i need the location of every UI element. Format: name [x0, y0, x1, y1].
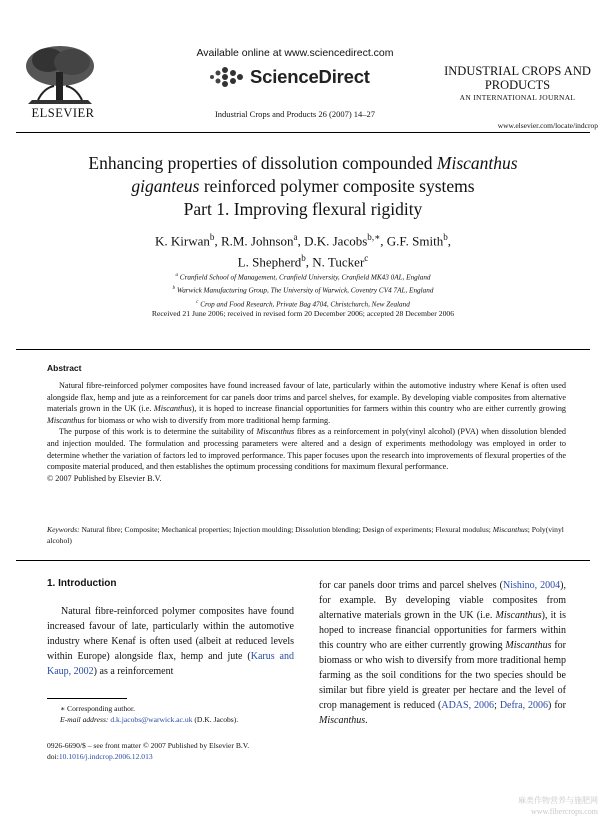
abstract-bottom-rule [16, 560, 590, 561]
author-name[interactable]: L. Shepherd [237, 254, 302, 270]
sciencedirect-label: ScienceDirect [250, 66, 370, 87]
front-matter [47, 740, 347, 762]
author-name[interactable]: K. Kirwan [155, 233, 210, 249]
author-list: K. Kirwan$^b$, R.M. Johnson$^a$, D.K. Jacobs$^{b,∗}$, G.F. Smith$^b$, L. Shepherd$^b$, N. Tucker$^c$ [155, 232, 451, 270]
issn-line: 0926-6690/$ – see front matter © 2007 Published by Elsevier B.V. [47, 741, 250, 750]
email-note: E-mail address: d.k.jacobs@warwick.ac.uk (D.K. Jacobs). [60, 715, 239, 724]
author-name[interactable]: N. Tucker [312, 254, 365, 270]
keywords: Keywords: Natural fibre; Composite; Mechanical properties; Injection moulding; Dissolution blending; Design of experiments; Flexural modulus; Miscanthus; Poly(vinyl alcohol) [47, 525, 564, 545]
affiliation-line: $^c$ Crop and Food Research, Private Bag 4704, Christchurch, New Zealand [196, 299, 410, 309]
author-name[interactable]: G.F. Smith [386, 233, 444, 249]
author-name[interactable]: D.K. Jacobs [304, 233, 368, 249]
body-column-right: for car panels door trims and parcel shelves (Nishino, 2004), for example. By developing viable composites from alternative materials grown in the UK (i.e. Miscanthus), it is hoped to increase financial opportunities for farmers within this country who are either currently growing Miscanthus for biomass or who wish to diversify from more traditional hemp farming as the soil conditions for the two species should be similar but fibre yield is greater per hectare and the level of crop management is reduced (ADAS, 2006; Defra, 2006) for Miscanthus. [319, 580, 567, 726]
abstract-top-rule [16, 349, 590, 350]
watermark: 麻类作物营养与施肥网 www.fibercrops.com [518, 796, 598, 816]
abstract-paragraph: Natural fibre-reinforced polymer composites have found increased favour of late, particularly within the automotive industry where Kenaf is often used alongside flax, hemp and jute as a reinforcement for car panels door trims and parcel shelves, for example. By developing viable composites from alternative materials grown in the UK (i.e. Miscanthus), it is hoped to increase financial opportunities for farmers within this country who are either currently growing Miscanthus for biomass or who wish to diversify from more traditional hemp farming. [47, 381, 567, 425]
email-link[interactable]: d.k.jacobs@warwick.ac.uk [110, 715, 193, 724]
footnote-rule [47, 698, 127, 699]
journal-subtitle: AN INTERNATIONAL JOURNAL [459, 93, 576, 102]
doi-link[interactable]: 10.1016/j.indcrop.2006.12.013 [58, 752, 153, 761]
abstract-paragraph: The purpose of this work is to determine the suitability of Miscanthus fibres as a reinforcement in poly(vinyl alcohol) (PVA) when dissolution blended and injection moulded. The formulation and processing parameters were altered and a design of experiments methodology was employed in order to determine whether the variation of factors led to improved performance. This paper focuses upon the research into improvements of flexural properties of the composite material produced, and then establishes the optimum processing conditions for maximum flexural performance. [47, 427, 566, 472]
affiliation-line: $^b$ Warwick Manufacturing Group, The University of Warwick, Coventry CV4 7AL, England [172, 286, 434, 295]
header-rule [16, 132, 590, 133]
article-title: Enhancing properties of dissolution compounded Miscanthus giganteus reinforced polymer composite systems Part 1. Improving flexural rigidity [88, 153, 518, 219]
sciencedirect-dots-icon [208, 65, 244, 89]
copyright: © 2007 Published by Elsevier B.V. [47, 473, 162, 483]
citation-link[interactable]: Karus and Kaup, 2002 [47, 651, 294, 677]
received-dates: Received 21 June 2006; received in revised form 20 December 2006; accepted 28 December 2006 [151, 309, 455, 318]
footnote [60, 703, 300, 725]
section-heading: 1. Introduction [47, 578, 117, 589]
body-column-left: Natural fibre-reinforced polymer composites have found increased favour of late, particularly within the automotive industry where Kenaf is often used (albeit at reduced levels within Europe) alongside flax, hemp and jute (Karus and Kaup, 2002) as a reinforcement [47, 606, 294, 677]
abstract-heading: Abstract [47, 363, 82, 373]
publisher-name: ELSEVIER [31, 106, 95, 120]
affiliation-line: $^a$ Cranfield School of Management, Cranfield University, Cranfield MK43 0AL, England [175, 273, 431, 282]
abstract-body [47, 380, 566, 484]
available-online-text[interactable]: Available online at www.sciencedirect.com [196, 47, 394, 59]
citation-link[interactable]: Defra, 2006 [499, 700, 549, 711]
journal-url[interactable]: www.elsevier.com/locate/indcrop [497, 121, 598, 130]
author-name[interactable]: R.M. Johnson [220, 233, 294, 249]
journal-reference: Industrial Crops and Products 26 (2007) 14–27 [214, 109, 376, 119]
affiliations [60, 270, 546, 310]
citation-link[interactable]: Nishino, 2004 [502, 580, 561, 591]
corresponding-author-note: ∗ Corresponding author. [60, 704, 135, 713]
sciencedirect-logo[interactable] [208, 62, 370, 92]
citation-link[interactable]: ADAS, 2006 [441, 700, 495, 711]
elsevier-tree-logo [18, 42, 102, 108]
journal-title: INDUSTRIAL CROPS AND PRODUCTS [444, 64, 591, 92]
doi-line: doi:10.1016/j.indcrop.2006.12.013 [47, 752, 153, 761]
